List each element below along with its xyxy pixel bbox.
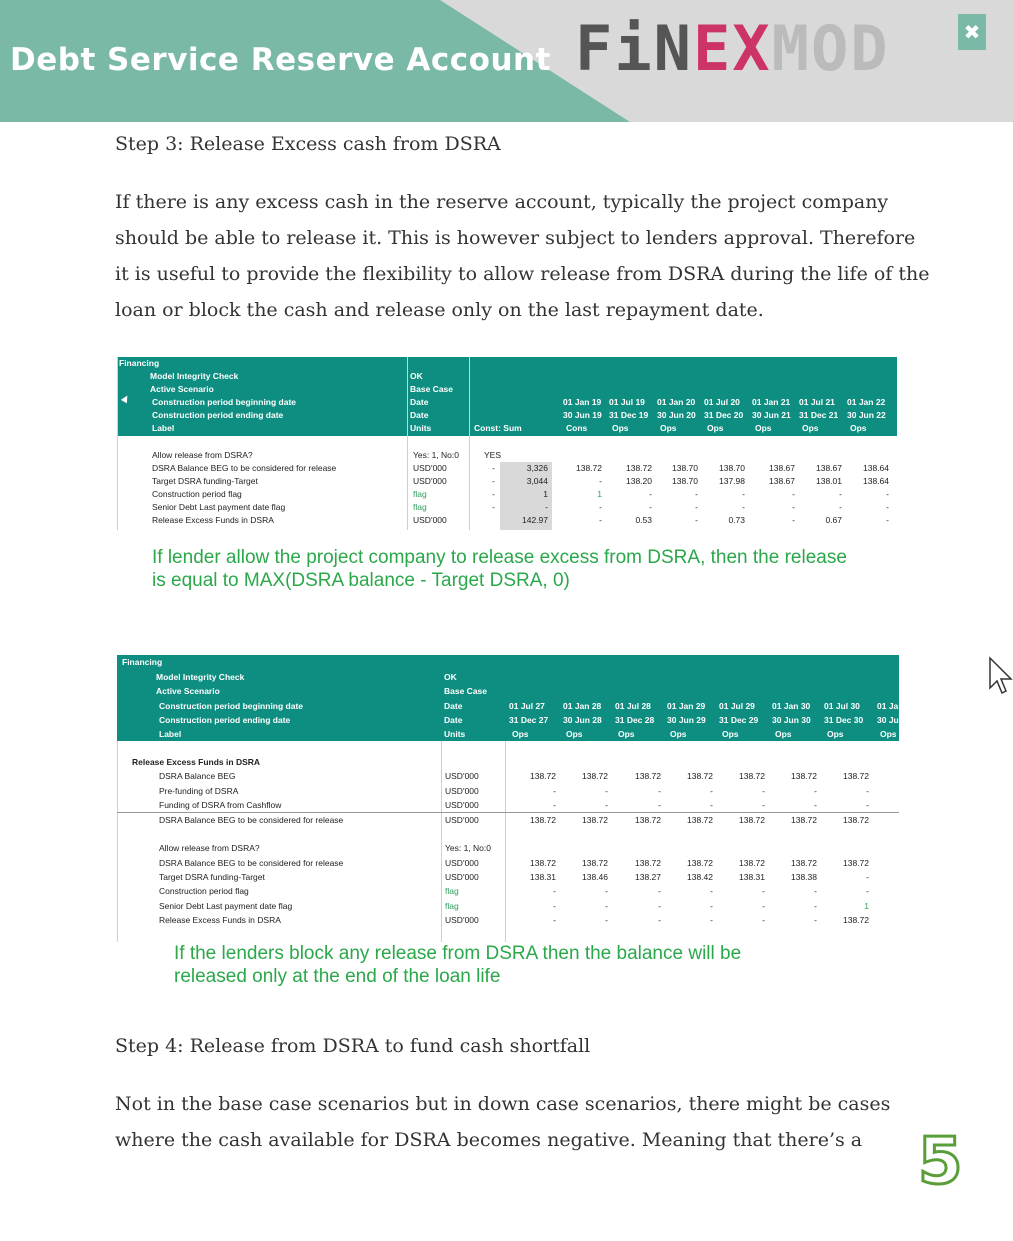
- row-value: -: [695, 515, 698, 525]
- period-label: Ops: [512, 729, 529, 739]
- period-start: 01 Jul 30: [824, 701, 860, 711]
- row-value: -: [710, 786, 713, 796]
- row-value: -: [695, 489, 698, 499]
- row-value: 138.38: [791, 872, 817, 882]
- header-const-sum: Const: Sum: [474, 423, 522, 433]
- row-value: -: [886, 489, 889, 499]
- row-value: -: [710, 901, 713, 911]
- row-value: -: [658, 886, 661, 896]
- row-label: Allow release from DSRA?: [152, 450, 253, 460]
- row-value: 138.72: [791, 771, 817, 781]
- row-value: -: [762, 886, 765, 896]
- period-end: 30 Jun 20: [657, 410, 696, 420]
- finexmod-logo: FiNEXMOD: [575, 12, 890, 85]
- header-label: Construction period ending date: [159, 715, 291, 725]
- period-label: Ops: [827, 729, 844, 739]
- table2-note: If the lenders block any release from DSRA then the balance will be released only at the end of the loan life: [174, 943, 742, 987]
- row-unit: USD'000: [413, 476, 447, 486]
- row-unit: flag: [413, 502, 427, 512]
- row-unit: flag: [445, 901, 459, 911]
- period-end: 30 Jun 21: [752, 410, 791, 420]
- row-value: -: [886, 502, 889, 512]
- row-value: 138.72: [530, 858, 556, 868]
- header-label: Financing: [122, 657, 163, 667]
- row-value: -: [814, 915, 817, 925]
- spreadsheet-table-1: [117, 357, 897, 530]
- row-unit: USD'000: [445, 915, 479, 925]
- row-separator: [117, 812, 899, 813]
- row-value: 138.72: [582, 858, 608, 868]
- row-value: 138.31: [530, 872, 556, 882]
- row-value: -: [605, 901, 608, 911]
- period-label: Ops: [850, 423, 867, 433]
- period-end: 31 Dec 30: [824, 715, 864, 725]
- row-value: 138.72: [582, 771, 608, 781]
- header-value: OK: [444, 672, 457, 682]
- period-start: 01 Jan 29: [667, 701, 706, 711]
- period-end: 31 Dec 20: [704, 410, 744, 420]
- row-label: Construction period flag: [159, 886, 249, 896]
- row-label: Allow release from DSRA?: [159, 843, 260, 853]
- period-label: Ops: [802, 423, 819, 433]
- period-label: Ops: [612, 423, 629, 433]
- row-value: -: [762, 800, 765, 810]
- section-title: Release Excess Funds in DSRA: [132, 757, 261, 767]
- row-value: 138.72: [843, 858, 869, 868]
- row-sum: 3,326: [526, 463, 548, 473]
- row-value: 138.27: [635, 872, 661, 882]
- row-value: -: [762, 786, 765, 796]
- row-value: 138.72: [635, 771, 661, 781]
- step4-paragraph: Not in the base case scenarios but in down case scenarios, there might be cases where the cash available for DSRA becomes negative. Meaning that there’s a: [115, 1093, 891, 1151]
- row-value: 138.72: [687, 815, 713, 825]
- period-start: 01 Jan 21: [752, 397, 791, 407]
- row-const: -: [492, 476, 495, 486]
- row-label: Target DSRA funding-Target: [152, 476, 258, 486]
- row-value: -: [792, 489, 795, 499]
- row-value: 138.64: [863, 476, 889, 486]
- row-value: -: [886, 515, 889, 525]
- row-unit: USD'000: [445, 800, 479, 810]
- row-unit: USD'000: [445, 786, 479, 796]
- row-value: 138.20: [626, 476, 652, 486]
- header-label: Active Scenario: [150, 384, 214, 394]
- header-label: Active Scenario: [156, 686, 220, 696]
- period-end: 30 Jun 22: [847, 410, 886, 420]
- row-sum: 142.97: [522, 515, 548, 525]
- row-value: 138.72: [791, 858, 817, 868]
- row-value: 138.72: [582, 815, 608, 825]
- period-start: 01 Jul 19: [609, 397, 645, 407]
- row-value: 138.72: [739, 858, 765, 868]
- row-const: -: [492, 489, 495, 499]
- header-value: Date: [410, 410, 429, 420]
- period-label: Ops: [566, 729, 583, 739]
- period-label: Ops: [618, 729, 635, 739]
- row-label: Target DSRA funding-Target: [159, 872, 265, 882]
- row-label: DSRA Balance BEG to be considered for release: [152, 463, 337, 473]
- row-value: 138.42: [687, 872, 713, 882]
- header-label: Construction period ending date: [152, 410, 284, 420]
- row-value: -: [792, 502, 795, 512]
- period-end: 31 Dec 19: [609, 410, 649, 420]
- header-value: Units: [410, 423, 432, 433]
- row-value: -: [658, 915, 661, 925]
- row-sum: -: [545, 502, 548, 512]
- grid-line: [505, 741, 506, 942]
- period-end: 30 Jun 19: [563, 410, 602, 420]
- row-unit: Yes: 1, No:0: [445, 843, 491, 853]
- row-value: 138.72: [843, 771, 869, 781]
- row-value: -: [710, 915, 713, 925]
- header-value: Units: [444, 729, 466, 739]
- row-label: DSRA Balance BEG to be considered for release: [159, 815, 344, 825]
- period-label: Cons: [566, 423, 588, 433]
- header-banner: [0, 0, 1013, 122]
- row-unit: flag: [413, 489, 427, 499]
- row-value: -: [710, 800, 713, 810]
- row-value: -: [605, 786, 608, 796]
- row-value: 138.67: [816, 463, 842, 473]
- row-value: -: [814, 786, 817, 796]
- header-label: Label: [159, 729, 182, 739]
- row-value: 138.67: [769, 476, 795, 486]
- row-value: -: [866, 786, 869, 796]
- row-value: -: [866, 872, 869, 882]
- header-value: Date: [410, 397, 429, 407]
- row-value: 138.67: [769, 463, 795, 473]
- row-value: -: [710, 886, 713, 896]
- row-value: -: [814, 800, 817, 810]
- period-end: 31 Dec 28: [615, 715, 655, 725]
- header-label: Financing: [119, 358, 160, 368]
- period-start: 01 Jul 29: [719, 701, 755, 711]
- header-value: OK: [410, 371, 423, 381]
- row-label: Senior Debt Last payment date flag: [152, 502, 286, 512]
- row-value: -: [762, 915, 765, 925]
- period-end: 30 Jun 28: [563, 715, 602, 725]
- logo-mark-icon: ✖: [958, 14, 986, 50]
- row-value: 138.72: [739, 815, 765, 825]
- row-value: 1: [864, 901, 869, 911]
- grid-line: [407, 357, 408, 530]
- row-sum: 3,044: [526, 476, 548, 486]
- table1-note: If lender allow the project company to release excess from DSRA, then the release is equal to MAX(DSRA balance - Target DSRA, 0): [152, 547, 847, 591]
- row-sum: 1: [543, 489, 548, 499]
- header-value: Date: [444, 701, 463, 711]
- period-start: 01 Jul 27: [509, 701, 545, 711]
- row-value: 138.64: [863, 463, 889, 473]
- row-value: -: [553, 786, 556, 796]
- row-value: 137.98: [719, 476, 745, 486]
- row-unit: USD'000: [445, 771, 479, 781]
- period-end: 31 Dec 27: [509, 715, 549, 725]
- row-label: Pre-funding of DSRA: [159, 786, 239, 796]
- row-value: -: [866, 886, 869, 896]
- row-value: 138.72: [626, 463, 652, 473]
- row-value: -: [605, 886, 608, 896]
- period-label: Ops: [670, 729, 687, 739]
- row-value: -: [553, 886, 556, 896]
- header-label: Model Integrity Check: [156, 672, 245, 682]
- period-start: 01 Jan 19: [563, 397, 602, 407]
- period-end: 31 Dec 21: [799, 410, 839, 420]
- row-value: -: [553, 901, 556, 911]
- header-value: Base Case: [444, 686, 488, 696]
- step4-heading: Step 4: Release from DSRA to fund cash shortfall: [115, 1035, 591, 1057]
- row-value: 138.70: [672, 463, 698, 473]
- row-label: DSRA Balance BEG: [159, 771, 236, 781]
- page-number: 5: [918, 1125, 963, 1199]
- row-unit: Yes: 1, No:0: [413, 450, 459, 460]
- row-value: 138.72: [687, 771, 713, 781]
- row-unit: USD'000: [445, 872, 479, 882]
- row-const: -: [492, 463, 495, 473]
- row-value: 138.72: [635, 815, 661, 825]
- row-unit: USD'000: [413, 515, 447, 525]
- row-label: DSRA Balance BEG to be considered for release: [159, 858, 344, 868]
- row-value: 138.72: [530, 815, 556, 825]
- period-start: 01 Ja: [877, 701, 899, 711]
- row-value: -: [814, 886, 817, 896]
- grid-line: [117, 741, 118, 942]
- step3-heading: Step 3: Release Excess cash from DSRA: [115, 133, 501, 155]
- grid-line: [117, 357, 118, 530]
- period-label: Ops: [707, 423, 724, 433]
- row-unit: flag: [445, 886, 459, 896]
- step3-paragraph: If there is any excess cash in the reserve account, typically the project company should be able to release it. This is however subject to lenders approval. Therefore it is useful to provide the flexibility to allow release from DSRA during the life of the loan or block the cash and release only on the last repayment date.: [115, 191, 930, 321]
- row-value: 138.72: [791, 815, 817, 825]
- grid-line: [441, 741, 442, 942]
- row-const: YES: [484, 450, 502, 460]
- row-value: -: [599, 515, 602, 525]
- period-start: 01 Jul 28: [615, 701, 651, 711]
- row-value: -: [553, 800, 556, 810]
- row-const: -: [492, 502, 495, 512]
- row-value: -: [695, 502, 698, 512]
- row-value: 138.70: [719, 463, 745, 473]
- period-start: 01 Jan 22: [847, 397, 886, 407]
- row-value: -: [599, 502, 602, 512]
- period-start: 01 Jan 28: [563, 701, 602, 711]
- header-label: Construction period beginning date: [159, 701, 304, 711]
- period-end: 30 Jun 29: [667, 715, 706, 725]
- row-value: -: [553, 915, 556, 925]
- period-label: Ops: [880, 729, 897, 739]
- header-label: Model Integrity Check: [150, 371, 239, 381]
- header-label: Label: [152, 423, 175, 433]
- period-end: 30 Ju: [877, 715, 899, 725]
- period-end: 31 Dec 29: [719, 715, 759, 725]
- row-value: 138.72: [843, 915, 869, 925]
- page-title: Debt Service Reserve Account: [10, 42, 551, 78]
- period-label: Ops: [660, 423, 677, 433]
- period-start: 01 Jan 20: [657, 397, 696, 407]
- row-value: -: [605, 915, 608, 925]
- row-unit: USD'000: [445, 858, 479, 868]
- row-value: -: [742, 489, 745, 499]
- row-value: 138.72: [687, 858, 713, 868]
- row-value: -: [649, 502, 652, 512]
- row-unit: USD'000: [413, 463, 447, 473]
- row-value: 138.01: [816, 476, 842, 486]
- row-value: -: [658, 786, 661, 796]
- row-value: 138.72: [635, 858, 661, 868]
- row-label: Senior Debt Last payment date flag: [159, 901, 293, 911]
- row-unit: USD'000: [445, 815, 479, 825]
- row-value: -: [762, 901, 765, 911]
- cursor-icon: ▶: [118, 392, 132, 404]
- row-value: 138.70: [672, 476, 698, 486]
- period-start: 01 Jan 30: [772, 701, 811, 711]
- period-label: Ops: [755, 423, 772, 433]
- row-value: -: [839, 489, 842, 499]
- row-value: 0.53: [635, 515, 652, 525]
- row-value: -: [599, 476, 602, 486]
- row-label: Funding of DSRA from Cashflow: [159, 800, 282, 810]
- period-label: Ops: [722, 729, 739, 739]
- row-value: 1: [597, 489, 602, 499]
- row-value: -: [792, 515, 795, 525]
- row-label: Release Excess Funds in DSRA: [159, 915, 281, 925]
- period-label: Ops: [775, 729, 792, 739]
- row-label: Release Excess Funds in DSRA: [152, 515, 274, 525]
- mouse-cursor-icon: [988, 656, 1013, 696]
- header-label: Construction period beginning date: [152, 397, 297, 407]
- row-value: 138.72: [739, 771, 765, 781]
- row-value: 0.67: [825, 515, 842, 525]
- period-start: 01 Jul 21: [799, 397, 835, 407]
- row-value: 138.31: [739, 872, 765, 882]
- row-value: 138.72: [843, 815, 869, 825]
- row-label: Construction period flag: [152, 489, 242, 499]
- row-value: 138.72: [530, 771, 556, 781]
- period-start: 01 Jul 20: [704, 397, 740, 407]
- spreadsheet-table-2: [117, 655, 899, 942]
- row-value: 0.73: [728, 515, 745, 525]
- header-value: Date: [444, 715, 463, 725]
- row-value: -: [814, 901, 817, 911]
- row-value: 138.72: [576, 463, 602, 473]
- row-value: -: [658, 901, 661, 911]
- period-end: 30 Jun 30: [772, 715, 811, 725]
- row-value: 138.46: [582, 872, 608, 882]
- header-value: Base Case: [410, 384, 454, 394]
- row-value: -: [658, 800, 661, 810]
- row-value: -: [866, 800, 869, 810]
- row-value: -: [742, 502, 745, 512]
- row-value: -: [839, 502, 842, 512]
- row-value: -: [605, 800, 608, 810]
- row-value: -: [649, 489, 652, 499]
